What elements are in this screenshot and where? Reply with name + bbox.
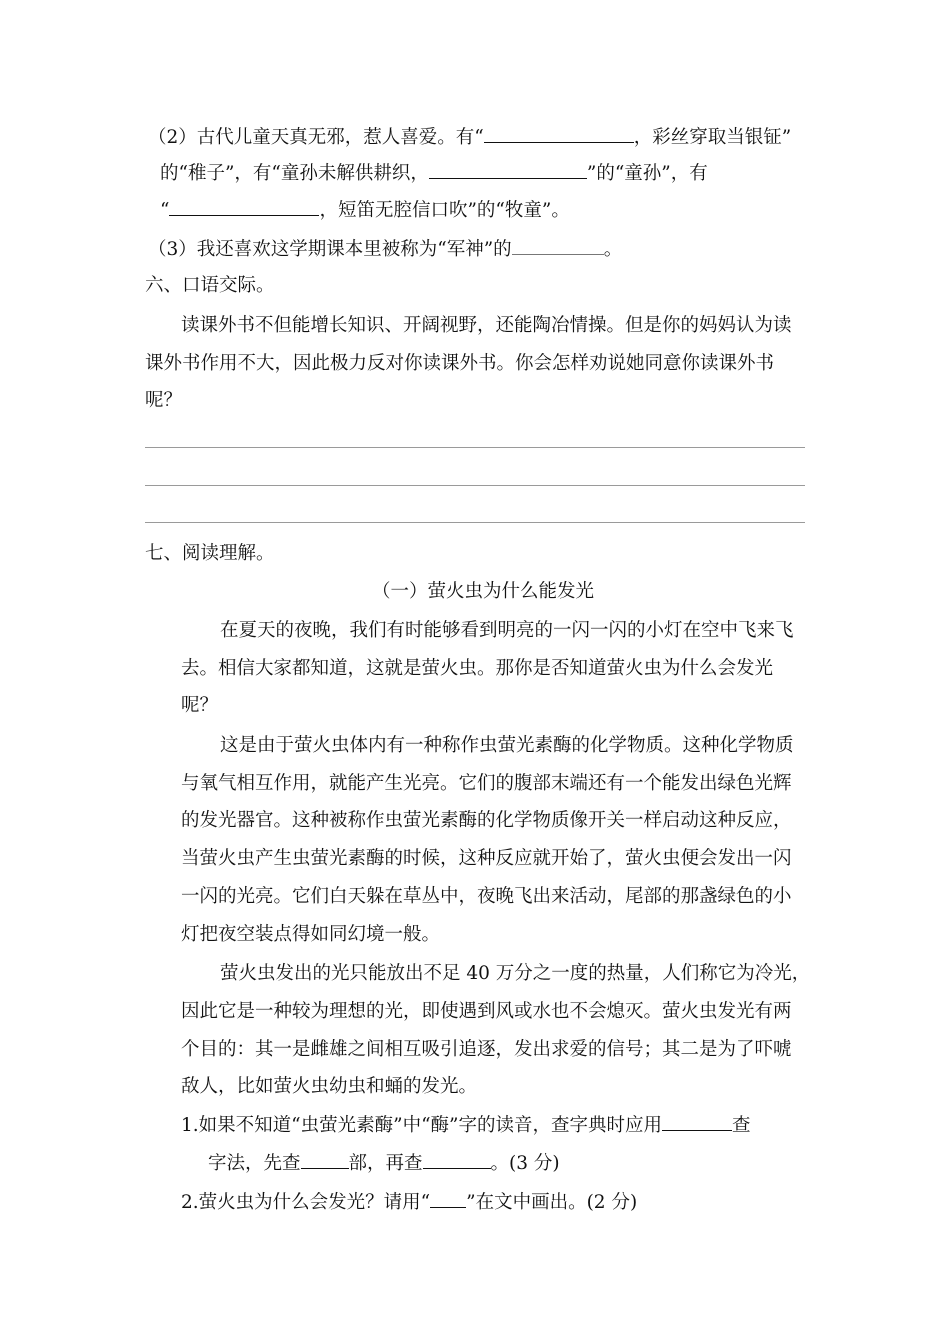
q5-item2-line2: 的“稚子”，有“童孙未解供耕织， ”的“童孙”，有 <box>160 160 708 187</box>
passage-line: 萤火虫发出的光只能放出不足 40 万分之一度的热量，人们称它为冷光， <box>220 963 811 984</box>
passage-line: 在夏天的夜晚，我们有时能够看到明亮的一闪一闪的小灯在空中飞来飞 <box>220 620 794 641</box>
answer-blank[interactable] <box>429 160 587 179</box>
answer-blank[interactable] <box>484 124 634 143</box>
answer-line[interactable] <box>145 485 805 486</box>
q7-heading: 七、阅读理解。 <box>145 543 275 564</box>
passage-line: 呢？ <box>181 695 219 716</box>
passage-line: 与氧气相互作用，就能产生光亮。它们的腹部末端还有一个能发出绿色光辉 <box>181 773 792 794</box>
passage-line: 灯把夜空装点得如同幻境一般。 <box>181 924 441 945</box>
answer-blank[interactable] <box>301 1150 349 1169</box>
answer-blank[interactable] <box>662 1112 732 1131</box>
answer-line[interactable] <box>145 447 805 448</box>
passage-line: 因此它是一种较为理想的光，即使遇到风或水也不会熄灭。萤火虫发光有两 <box>181 1001 792 1022</box>
passage-line: 这是由于萤火虫体内有一种称作虫萤光素酶的化学物质。这种化学物质 <box>220 735 794 756</box>
passage-title: （一）萤火虫为什么能发光 <box>372 581 595 602</box>
answer-blank[interactable] <box>169 197 319 216</box>
q6-paragraph-line: 课外书作用不大，因此极力反对你读课外书。你会怎样劝说她同意你读课外书 <box>145 353 775 374</box>
q6-paragraph-line: 读课外书不但能增长知识、开阔视野，还能陶冶情操。但是你的妈妈认为读 <box>181 315 792 336</box>
q5-item2-line1: （2）古代儿童天真无邪，惹人喜爱。有“ ，彩丝穿取当银钲” <box>148 124 791 151</box>
passage-line: 的发光器官。这种被称作虫萤光素酶的化学物质像开关一样启动这种反应， <box>181 810 792 831</box>
passage-line: 当萤火虫产生虫萤光素酶的时候，这种反应就开始了，萤火虫便会发出一闪 <box>181 848 792 869</box>
underline-sample <box>430 1189 466 1208</box>
question-2: 2.萤火虫为什么会发光？请用“ ”在文中画出。(2 分) <box>181 1189 637 1216</box>
answer-blank[interactable] <box>512 236 604 255</box>
question-1-line2: 字法，先查 部，再查 。(3 分) <box>208 1150 560 1177</box>
q5-item3: （3）我还喜欢这学期课本里被称为“军神”的 。 <box>148 236 622 263</box>
q6-paragraph-line: 呢？ <box>145 390 183 411</box>
passage-line: 敌人，比如萤火虫幼虫和蛹的发光。 <box>181 1076 478 1097</box>
passage-line: 一闪的光亮。它们白天躲在草丛中，夜晚飞出来活动，尾部的那盏绿色的小 <box>181 886 792 907</box>
passage-line: 去。相信大家都知道，这就是萤火虫。那你是否知道萤火虫为什么会发光 <box>181 658 774 679</box>
answer-blank[interactable] <box>423 1150 491 1169</box>
q5-item2-line3: “ ，短笛无腔信口吹”的“牧童”。 <box>160 197 570 224</box>
answer-line[interactable] <box>145 522 805 523</box>
passage-line: 个目的：其一是雌雄之间相互吸引追逐，发出求爱的信号；其二是为了吓唬 <box>181 1039 792 1060</box>
question-1-line1: 1.如果不知道“虫萤光素酶”中“酶”字的读音，查字典时应用 查 <box>181 1112 751 1139</box>
q6-heading: 六、口语交际。 <box>145 275 275 296</box>
